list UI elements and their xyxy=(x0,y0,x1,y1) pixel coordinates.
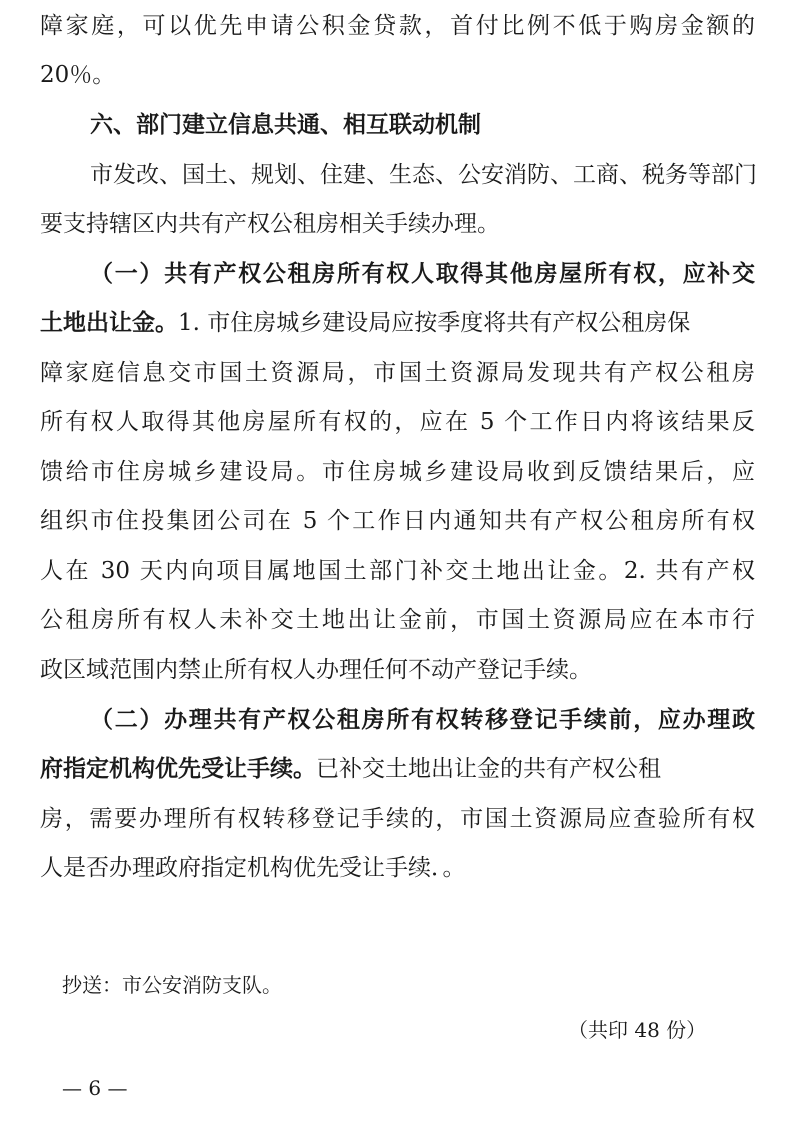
page-number: — 6 — xyxy=(62,1076,128,1100)
body-line: 障家庭，可以优先申请公积金贷款，首付比例不低于购房金额的 xyxy=(40,13,755,39)
body-line: 20％。 xyxy=(40,62,116,88)
body-line: 公租房所有权人未补交土地出让金前，市国土资源局应在本市行 xyxy=(40,607,755,633)
body-line: 障家庭信息交市国土资源局，市国土资源局发现共有产权公租房 xyxy=(40,360,755,386)
body-line: 要支持辖区内共有产权公租房相关手续办理。 xyxy=(40,211,500,237)
body-line: 人是否办理政府指定机构优先受让手续．。 xyxy=(40,855,466,881)
cc-line: 抄送：市公安消防支队。 xyxy=(62,973,282,997)
body-line xyxy=(40,305,755,341)
body-line: 所有权人取得其他房屋所有权的，应在 5 个工作日内将该结果反 xyxy=(40,409,755,435)
subsection-heading: （二）办理共有产权公租房所有权转移登记手续前，应办理政 xyxy=(90,706,755,733)
body-text: 已补交土地出让金的共有产权公租 xyxy=(316,756,661,782)
body-line: 馈给市住房城乡建设局。市住房城乡建设局收到反馈结果后，应 xyxy=(40,459,755,485)
body-line: 市发改、国土、规划、住建、生态、公安消防、工商、税务等部门 xyxy=(90,162,757,188)
body-line: 组织市住投集团公司在 5 个工作日内通知共有产权公租房所有权 xyxy=(40,508,755,534)
body-line: 房，需要办理所有权转移登记手续的，市国土资源局应查验所有权 xyxy=(40,806,755,832)
subsection-heading-end: 土地出让金。 xyxy=(40,309,178,336)
subsection-heading-end: 府指定机构优先受让手续。 xyxy=(40,755,316,782)
copies-count: （共印 48 份） xyxy=(568,1018,707,1042)
subsection-heading: （一）共有产权公租房所有权人取得其他房屋所有权，应补交 xyxy=(90,260,755,287)
body-line: 人在 30 天内向项目属地国土部门补交土地出让金。2. 共有产权 xyxy=(40,558,755,584)
body-line xyxy=(40,751,755,787)
body-text: 1. 市住房城乡建设局应按季度将共有产权公租房保 xyxy=(178,310,691,336)
section-heading: 六、部门建立信息共通、相互联动机制 xyxy=(90,112,481,138)
body-line: 政区域范围内禁止所有权人办理任何不动产登记手续。 xyxy=(40,657,592,683)
